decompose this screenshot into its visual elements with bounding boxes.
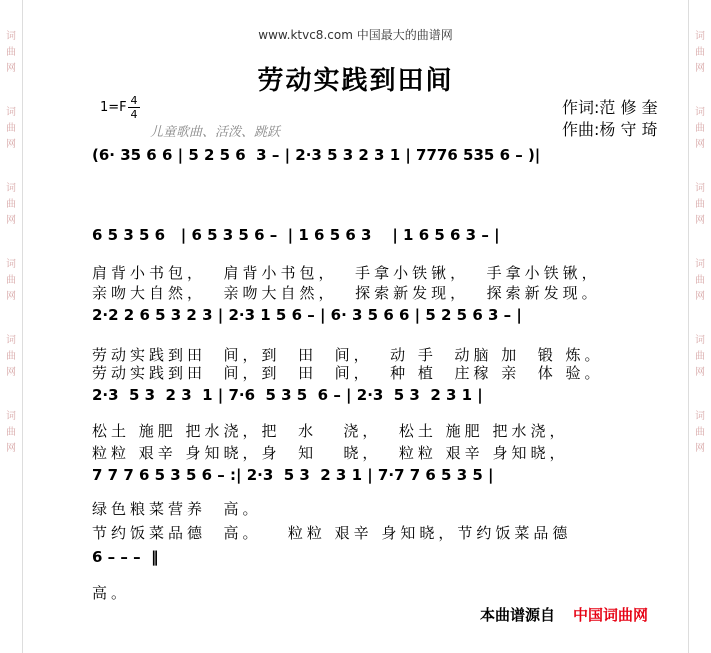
- watermark-glyph: 词: [6, 183, 16, 194]
- watermark-glyph: 网: [6, 63, 16, 74]
- watermark-glyph: 网: [695, 215, 705, 226]
- key-signature: 1=F: [100, 100, 127, 115]
- notation-row: (6· 35 6 6 | 5 2 5 6 3 – | 2·3 5 3 2 3 1 | 7776 535 6 – )|: [92, 146, 541, 164]
- watermark-glyph: 网: [6, 367, 16, 378]
- lyric-line: 粒粒 艰辛 身知晓，身 知 晓， 粒粒 艰辛 身知晓，: [92, 444, 569, 462]
- lyric-line: 绿色粮菜营养 高。: [92, 500, 262, 518]
- footer-source-label: 本曲谱源自: [480, 606, 556, 624]
- watermark-glyph: 词: [695, 107, 705, 118]
- watermark-glyph: 网: [695, 443, 705, 454]
- watermark-glyph: 曲: [6, 199, 16, 210]
- watermark-glyph: 曲: [6, 123, 16, 134]
- watermark-glyph: 网: [695, 367, 705, 378]
- watermark-glyph: 网: [695, 291, 705, 302]
- lyric-line: 肩背小书包， 肩背小书包， 手拿小铁锹， 手拿小铁锹，: [92, 264, 601, 282]
- composer-credit: 作曲:杨 守 琦: [562, 120, 658, 139]
- watermark-glyph: 网: [6, 291, 16, 302]
- watermark-glyph: 曲: [695, 123, 705, 134]
- watermark-glyph: 词: [6, 31, 16, 42]
- credits: [562, 97, 658, 141]
- watermark-glyph: 网: [6, 443, 16, 454]
- lyric-line: 劳动实践到田 间，到 田 间， 种 植 庄稼 亲 体 验。: [92, 364, 604, 382]
- notation-row: 2·3 5 3 2 3 1 | 7·6 5 3 5 6 – | 2·3 5 3 2 3 1 |: [92, 386, 483, 404]
- watermark-glyph: 曲: [695, 351, 705, 362]
- watermark-glyph: 曲: [695, 275, 705, 286]
- watermark-glyph: 网: [695, 63, 705, 74]
- notation-row: 2·2 2 6 5 3 2 3 | 2·3 1 5 6 – | 6· 3 5 6 6 | 5 2 5 6 3 – |: [92, 306, 522, 324]
- watermark-glyph: 词: [6, 107, 16, 118]
- lyric-line: 松土 施肥 把水浇，把 水 浇， 松土 施肥 把水浇，: [92, 422, 569, 440]
- watermark-glyph: 曲: [6, 47, 16, 58]
- watermark-glyph: 词: [6, 259, 16, 270]
- watermark-glyph: 曲: [695, 47, 705, 58]
- footer-source: [480, 604, 648, 625]
- watermark-glyph: 词: [695, 183, 705, 194]
- watermark-glyph: 曲: [695, 427, 705, 438]
- footer-brand[interactable]: 中国词曲网: [573, 606, 649, 624]
- page-title: 劳动实践到田间: [257, 66, 454, 96]
- watermark-glyph: 曲: [695, 199, 705, 210]
- watermark-glyph: 词: [6, 411, 16, 422]
- lyricist-credit: 作词:范 修 奎: [562, 98, 658, 117]
- watermark-glyph: 曲: [6, 427, 16, 438]
- watermark-glyph: 词: [695, 335, 705, 346]
- style-tag: 儿童歌曲、活泼、跳跃: [150, 125, 281, 140]
- lyric-line: 节约饭菜品德 高。 粒粒 艰辛 身知晓，节约饭菜品德: [92, 524, 572, 542]
- notation-row: 6 5 3 5 6 | 6 5 3 5 6 – | 1 6 5 6 3 | 1 6 5 6 3 – |: [92, 226, 500, 244]
- time-signature: [128, 94, 140, 121]
- watermark-glyph: 网: [695, 139, 705, 150]
- watermark-glyph: 曲: [6, 275, 16, 286]
- lyric-line: 亲吻大自然， 亲吻大自然， 探索新发现， 探索新发现。: [92, 284, 601, 302]
- meter-top: 4: [130, 94, 138, 107]
- notation-row: 6 – – – ‖: [92, 548, 159, 566]
- watermark-glyph: 词: [695, 259, 705, 270]
- lyric-line: 高。: [92, 584, 131, 602]
- notation-row: 7 7 7 6 5 3 5 6 – :| 2·3 5 3 2 3 1 | 7·7 7 6 5 3 5 |: [92, 466, 494, 484]
- watermark-glyph: 词: [695, 411, 705, 422]
- lyric-line: 劳动实践到田 间，到 田 间， 动 手 动脑 加 锻 炼。: [92, 346, 604, 364]
- watermark-glyph: 曲: [6, 351, 16, 362]
- watermark-glyph: 词: [6, 335, 16, 346]
- header-url: www.ktvc8.com 中国最大的曲谱网: [258, 28, 453, 42]
- right-watermark-strip: [688, 0, 711, 653]
- watermark-glyph: 网: [6, 139, 16, 150]
- left-watermark-strip: [0, 0, 23, 653]
- meter-bottom: 4: [130, 108, 138, 121]
- watermark-glyph: 网: [6, 215, 16, 226]
- watermark-glyph: 词: [695, 31, 705, 42]
